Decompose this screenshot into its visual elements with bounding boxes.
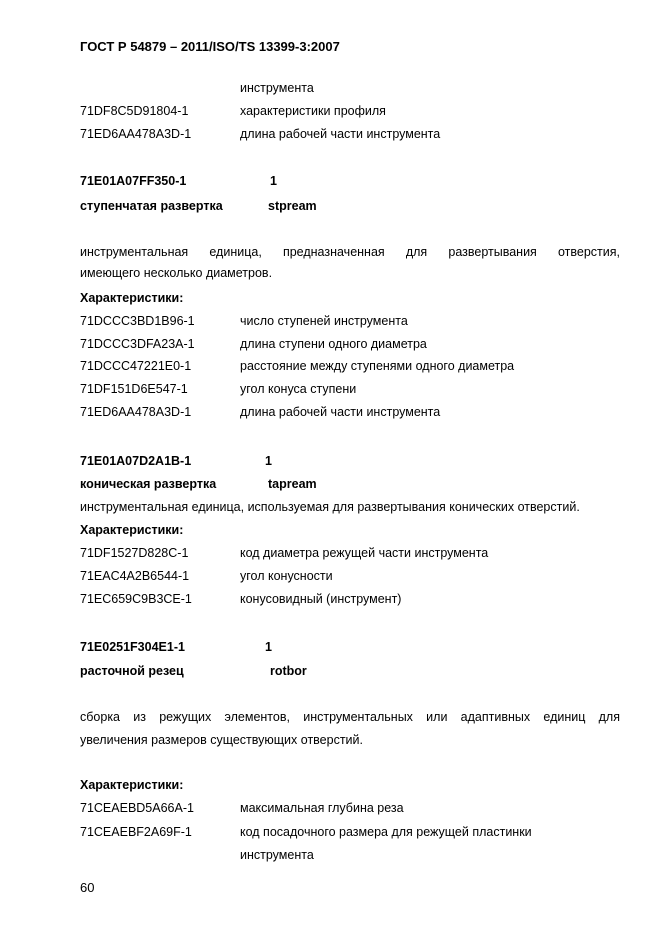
characteristic-desc: число ступеней инструмента (240, 314, 408, 328)
characteristic-code: 71DCCC3DFA23A-1 (80, 337, 195, 351)
characteristic-code: 71EC659C9B3CE-1 (80, 592, 192, 606)
continuation-text: инструмента (240, 848, 314, 862)
characteristic-desc: код посадочного размера для режущей пластинки (240, 825, 532, 839)
entry-name: расточной резец (80, 664, 184, 678)
entry-symbol: rotbor (270, 664, 307, 678)
characteristic-code: 71DCCC3BD1B96-1 (80, 314, 195, 328)
characteristic-code: 71DF1527D828C-1 (80, 546, 189, 560)
characteristics-label: Характеристики: (80, 291, 184, 305)
entry-definition-line: имеющего несколько диаметров. (80, 266, 273, 280)
characteristic-desc: расстояние между ступенями одного диаметра (240, 359, 515, 373)
characteristic-code: 71CEAEBD5A66A-1 (80, 801, 194, 815)
entry-name: коническая развертка (80, 477, 217, 491)
entry-id: 71E01A07FF350-1 (80, 174, 187, 188)
characteristic-desc: длина рабочей части инструмента (240, 127, 441, 141)
characteristics-label: Характеристики: (80, 523, 184, 537)
entry-id: 71E01A07D2A1B-1 (80, 454, 192, 468)
characteristic-code: 71ED6AA478A3D-1 (80, 127, 192, 141)
characteristic-desc: характеристики профиля (240, 104, 386, 118)
entry-version: 1 (265, 640, 272, 654)
characteristic-code: 71DCCC47221E0-1 (80, 359, 192, 373)
characteristics-label: Характеристики: (80, 778, 184, 792)
entry-symbol: stpream (268, 199, 317, 213)
characteristic-desc: код диаметра режущей части инструмента (240, 546, 489, 560)
document-header: ГОСТ Р 54879 – 2011/ISO/TS 13399-3:2007 (80, 39, 340, 54)
entry-definition-line: инструментальная единица, предназначенная для развертывания отверстия, (80, 245, 620, 259)
characteristic-code: 71DF8C5D91804-1 (80, 104, 189, 118)
characteristic-code: 71CEAEBF2A69F-1 (80, 825, 192, 839)
continuation-text: инструмента (240, 81, 314, 95)
entry-name: ступенчатая развертка (80, 199, 223, 213)
entry-symbol: tapream (268, 477, 317, 491)
entry-definition-line: увеличения размеров существующих отверстий. (80, 733, 363, 747)
characteristic-desc: длина ступени одного диаметра (240, 337, 427, 351)
characteristic-code: 71DF151D6E547-1 (80, 382, 188, 396)
entry-version: 1 (265, 454, 272, 468)
characteristic-code: 71ED6AA478A3D-1 (80, 405, 192, 419)
entry-definition-line: сборка из режущих элементов, инструментальных или адаптивных единиц для (80, 710, 620, 724)
characteristic-desc: конусовидный (инструмент) (240, 592, 402, 606)
entry-version: 1 (270, 174, 277, 188)
entry-definition-line: инструментальная единица, используемая для развертывания конических отверстий. (80, 500, 580, 514)
characteristic-desc: длина рабочей части инструмента (240, 405, 441, 419)
page-number: 60 (80, 880, 95, 895)
characteristic-code: 71EAC4A2B6544-1 (80, 569, 190, 583)
characteristic-desc: угол конуса ступени (240, 382, 357, 396)
characteristic-desc: максимальная глубина реза (240, 801, 404, 815)
entry-id: 71E0251F304E1-1 (80, 640, 185, 654)
characteristic-desc: угол конусности (240, 569, 333, 583)
